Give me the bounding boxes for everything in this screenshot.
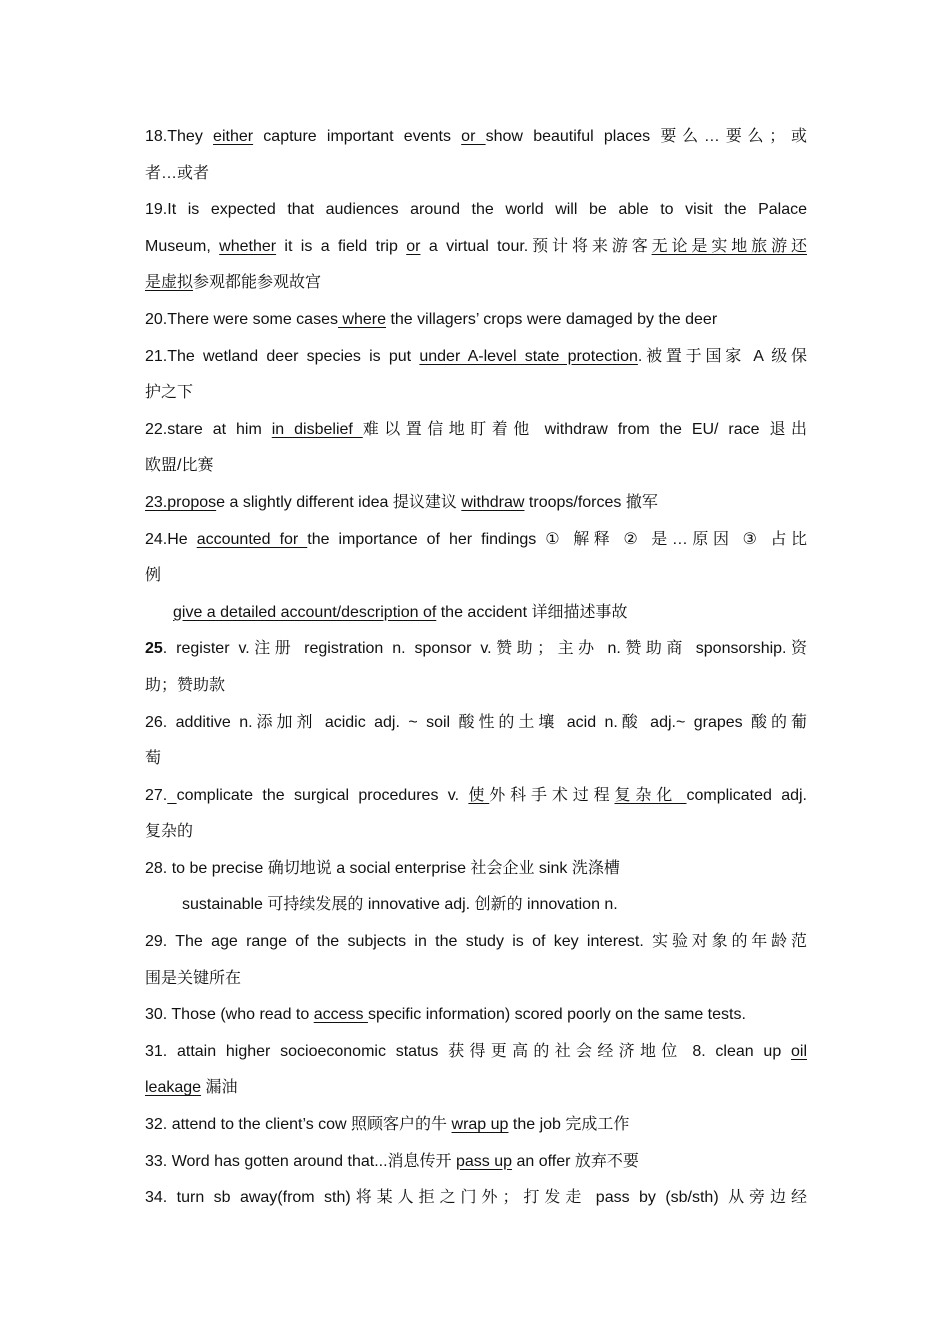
underlined-phrase: either: [213, 128, 254, 145]
text-run: 25: [145, 640, 163, 658]
text-run: a virtual tour.预计将来游客: [420, 237, 652, 255]
text-run: the accident 详细描述事故: [436, 603, 628, 621]
text-line: [145, 631, 807, 668]
text-run: an offer 放弃不要: [512, 1152, 639, 1170]
text-run: the importance of her findings ① 解释 ② 是…原因 ③ 占比: [307, 530, 807, 548]
text-line: [145, 485, 807, 522]
underlined-phrase: 是虚拟: [145, 274, 194, 292]
text-run: Museum,: [145, 237, 220, 255]
text-run: 参观都能参观故宫: [193, 274, 322, 292]
text-run: complicate the surgical procedures v.: [176, 786, 469, 804]
underlined-phrase: accounted for: [196, 530, 308, 548]
underlined-phrase: whether: [219, 237, 277, 255]
text-line: [145, 1144, 807, 1181]
text-run: 30. Those (who read to: [145, 1006, 314, 1024]
underlined-phrase: or: [406, 237, 421, 255]
underlined-phrase: withdraw: [461, 493, 525, 511]
text-run: complicated adj.: [686, 786, 807, 804]
text-run: 19.It is expected that audiences around the world will be able to visit the Palace: [145, 201, 807, 219]
text-run: 26. additive n.添加剂 acidic adj. ~ soil 酸性的土壤 acid n.酸 adj.~ grapes 酸的葡: [145, 713, 807, 731]
text-line: [145, 1034, 807, 1071]
text-line: [145, 595, 807, 632]
text-run: specific information) scored poorly on the same tests.: [367, 1006, 746, 1024]
text-line: [145, 229, 807, 266]
text-run: capture important events: [253, 128, 462, 145]
text-run: the villagers’ crops were damaged by the deer: [386, 310, 718, 328]
text-line: [145, 156, 807, 193]
text-line: [145, 778, 807, 815]
text-run: .被置于国家 A 级保: [637, 347, 807, 365]
text-line: [145, 119, 807, 156]
underlined-phrase: 使: [468, 786, 490, 804]
text-run: 24.He: [145, 530, 197, 548]
text-run: troops/forces 撤军: [524, 493, 658, 511]
text-run: 助；赞助款: [145, 676, 226, 694]
text-run: 护之下: [145, 384, 194, 402]
text-line: [145, 412, 807, 449]
text-run: 33. Word has gotten around that...消息传开: [145, 1152, 456, 1170]
text-run: 例: [145, 567, 162, 585]
text-run: 20.There were some cases: [145, 310, 338, 328]
text-run: sustainable 可持续发展的 innovative adj. 创新的 innovation n.: [182, 896, 618, 914]
text-line: [145, 522, 807, 559]
text-run: the job 完成工作: [508, 1116, 630, 1134]
underlined-phrase: in disbelief: [271, 420, 363, 438]
text-line: [145, 339, 807, 376]
underlined-phrase: pass up: [455, 1152, 513, 1170]
text-line: [145, 887, 807, 924]
text-run: 围是关键所在: [145, 969, 242, 987]
text-line: [145, 924, 807, 961]
text-line: [145, 1180, 807, 1217]
text-run: 31. attain higher socioeconomic status 获得更高的社会经济地位 8. clean up: [145, 1042, 791, 1060]
text-line: [145, 375, 807, 412]
underlined-phrase: where: [337, 310, 387, 328]
text-run: e a slightly different idea 提议建议: [216, 493, 462, 511]
document-page: [145, 119, 807, 1217]
text-run: 27.: [145, 786, 168, 804]
text-line: [145, 741, 807, 778]
text-run: 萄: [145, 750, 162, 768]
underlined-phrase: give a detailed account/description of: [173, 603, 437, 621]
text-run: 者…或者: [145, 164, 210, 182]
underlined-phrase: access: [313, 1006, 368, 1024]
text-run: show beautiful places 要么…要么；或: [485, 128, 807, 145]
underlined-phrase: or: [461, 128, 486, 145]
underlined-phrase: wrap up: [451, 1116, 509, 1134]
text-line: [145, 1070, 807, 1107]
text-run: 欧盟/比赛: [145, 457, 214, 475]
text-run: 21.The wetland deer species is put: [145, 347, 420, 365]
text-line: [145, 668, 807, 705]
text-line: [145, 997, 807, 1034]
text-run: . register v.注册 registration n. sponsor v.赞助；主办 n.赞助商 sponsorship.资: [162, 640, 807, 658]
text-line: [145, 192, 807, 229]
text-run: 22.stare at him: [145, 420, 272, 438]
text-line: [145, 705, 807, 742]
text-run: it is a field trip: [276, 237, 407, 255]
text-line: [145, 448, 807, 485]
text-run: 漏油: [201, 1079, 238, 1097]
underlined-phrase: oil: [790, 1042, 807, 1060]
text-run: 34. turn sb away(from sth)将某人拒之门外；打发走 pass by (sb/sth) 从旁边经: [145, 1189, 807, 1207]
text-line: [145, 961, 807, 998]
underlined-phrase: leakage: [145, 1079, 202, 1097]
underlined-phrase: [167, 787, 176, 804]
underlined-phrase: 无论是实地旅游还: [651, 237, 807, 255]
text-line: [145, 302, 807, 339]
text-run: 外科手术过程: [489, 786, 615, 804]
text-run: 难以置信地盯着他 withdraw from the EU/ race 退出: [362, 420, 807, 438]
text-run: 18.They: [145, 128, 214, 145]
text-line: [145, 814, 807, 851]
text-line: [145, 265, 807, 302]
text-run: 28. to be precise 确切地说 a social enterprise 社会企业 sink 洗涤槽: [145, 859, 620, 877]
text-run: 29. The age range of the subjects in the study is of key interest. 实验对象的年龄范: [145, 933, 807, 951]
text-line: [145, 558, 807, 595]
underlined-phrase: 复杂化: [614, 786, 687, 804]
underlined-phrase: 23.propos: [145, 493, 217, 511]
text-run: 32. attend to the client’s cow 照顾客户的牛: [145, 1116, 452, 1134]
text-line: [145, 851, 807, 888]
underlined-phrase: under A-level state protection: [419, 347, 638, 365]
text-line: [145, 1107, 807, 1144]
text-run: 复杂的: [145, 823, 194, 841]
